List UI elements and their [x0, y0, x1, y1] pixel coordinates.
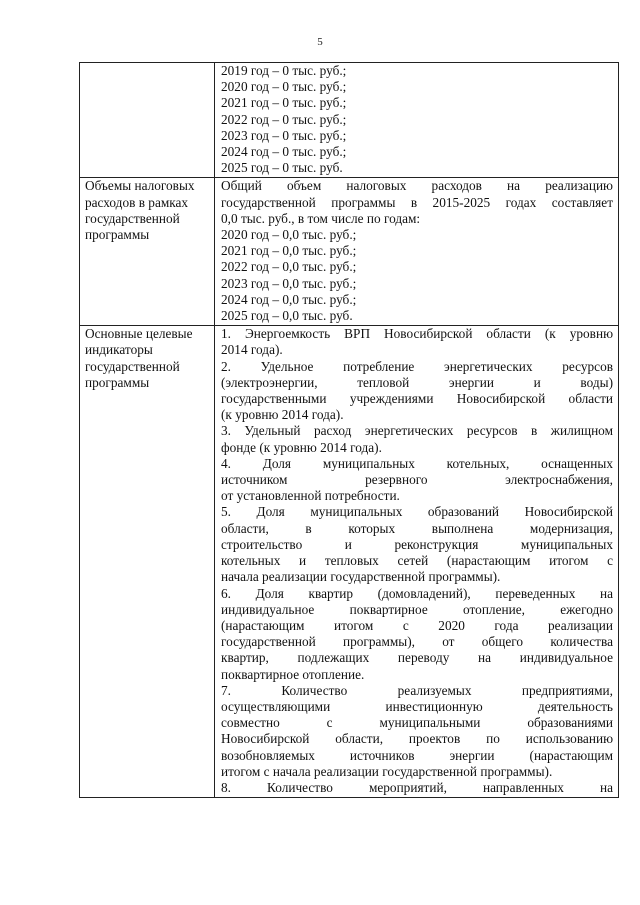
- indicator-line: 7. Количество реализуемых предприятиями,: [221, 682, 613, 698]
- year-amount-line: 2021 год – 0 тыс. руб.;: [221, 95, 347, 111]
- indicator-line: 3. Удельный расход энергетических ресурсов в жилищном: [221, 423, 613, 439]
- year-amount-line: 2025 год – 0,0 тыс. руб.: [221, 308, 353, 324]
- indicator-line: строительство и реконструкция муниципальных: [221, 536, 613, 552]
- indicator-item: [221, 456, 613, 505]
- program-passport-table: [79, 62, 619, 798]
- indicator-line: государственной программы), от общего количества: [221, 634, 613, 650]
- year-amount-line: 2024 год – 0 тыс. руб.;: [221, 144, 347, 160]
- year-amount-line: 2022 год – 0,0 тыс. руб.;: [221, 259, 357, 275]
- indicator-line: от установленной потребности.: [221, 488, 400, 504]
- indicator-line: осуществляющими инвестиционную деятельность: [221, 698, 613, 714]
- indicator-item: [221, 586, 613, 683]
- year-amount-line: 2023 год – 0,0 тыс. руб.;: [221, 275, 357, 291]
- indicator-item: [221, 359, 613, 424]
- indicator-item: [221, 423, 613, 455]
- indicator-item: [221, 780, 613, 796]
- row-label-line: программы: [85, 227, 150, 243]
- indicator-line: Новосибирской области, проектов по использованию: [221, 731, 613, 747]
- indicator-line: 8. Количество мероприятий, направленных на: [221, 779, 613, 795]
- indicator-line: 6. Доля квартир (домовладений), переведенных на: [221, 585, 613, 601]
- indicator-line: итогом с начала реализации государственной программы).: [221, 763, 553, 779]
- indicator-item: [221, 326, 613, 358]
- row-label-cell: [80, 178, 215, 326]
- row-content-cell: [215, 326, 619, 798]
- indicator-line: возобновляемых источников энергии (нарастающим: [221, 747, 613, 763]
- indicator-line: котельных и тепловых сетей (нарастающим итогом с: [221, 553, 613, 569]
- indicator-line: государственными учреждениями Новосибирской области: [221, 391, 613, 407]
- indicator-line: индивидуальное поквартирное отопление, ежегодно: [221, 601, 613, 617]
- indicator-line: источником резервного электроснабжения,: [221, 472, 613, 488]
- row-label-line: Объемы налоговых: [85, 178, 195, 194]
- indicator-line: области, в которых выполнена модернизация,: [221, 520, 613, 536]
- indicator-line: 5. Доля муниципальных образований Новосибирской: [221, 504, 613, 520]
- indicator-item: [221, 683, 613, 780]
- table-row: [80, 326, 619, 798]
- year-amount-line: 2020 год – 0 тыс. руб.;: [221, 79, 347, 95]
- year-amount-line: 2023 год – 0 тыс. руб.;: [221, 127, 347, 143]
- year-amount-line: 2025 год – 0 тыс. руб.: [221, 160, 343, 176]
- indicator-line: квартир, подлежащих переводу на индивидуальное: [221, 650, 613, 666]
- indicator-line: 2. Удельное потребление энергетических ресурсов: [221, 358, 613, 374]
- intro-line: Общий объем налоговых расходов на реализацию: [221, 178, 613, 194]
- row-content-cell: [215, 178, 619, 326]
- indicator-line: начала реализации государственной программы).: [221, 569, 501, 585]
- year-amount-line: 2021 год – 0,0 тыс. руб.;: [221, 243, 357, 259]
- year-amount-line: 2020 год – 0,0 тыс. руб.;: [221, 227, 357, 243]
- indicator-line: (к уровню 2014 года).: [221, 407, 344, 423]
- table-row: [80, 63, 619, 178]
- row-label-cell: [80, 326, 215, 798]
- year-amount-line: 2019 год – 0 тыс. руб.;: [221, 63, 347, 78]
- intro-line: государственной программы в 2015-2025 годах составляет: [221, 194, 613, 210]
- indicator-line: (нарастающим итогом с 2020 года реализации: [221, 617, 613, 633]
- table-row: [80, 178, 619, 326]
- row-label-line: государственной: [85, 358, 180, 374]
- row-label-line: расходов в рамках: [85, 194, 189, 210]
- indicator-line: 2014 года).: [221, 342, 283, 358]
- indicator-item: [221, 504, 613, 585]
- row-content-cell: [215, 63, 619, 178]
- page-number: 5: [317, 36, 323, 48]
- row-label-line: государственной: [85, 210, 180, 226]
- year-amount-line: 2024 год – 0,0 тыс. руб.;: [221, 291, 357, 307]
- intro-line: 0,0 тыс. руб., в том числе по годам:: [221, 210, 421, 226]
- row-label-cell: [80, 63, 215, 178]
- row-label-line: программы: [85, 374, 150, 390]
- indicator-line: фонде (к уровню 2014 года).: [221, 439, 382, 455]
- indicator-line: поквартирное отопление.: [221, 666, 365, 682]
- year-amount-line: 2022 год – 0 тыс. руб.;: [221, 111, 347, 127]
- indicator-line: 1. Энергоемкость ВРП Новосибирской области (к уровню: [221, 326, 613, 342]
- row-label-line: индикаторы: [85, 342, 153, 358]
- indicator-line: (электроэнергии, тепловой энергии и воды): [221, 374, 613, 390]
- row-label-line: Основные целевые: [85, 326, 193, 342]
- indicator-line: 4. Доля муниципальных котельных, оснащенных: [221, 455, 613, 471]
- indicator-line: совместно с муниципальными образованиями: [221, 715, 613, 731]
